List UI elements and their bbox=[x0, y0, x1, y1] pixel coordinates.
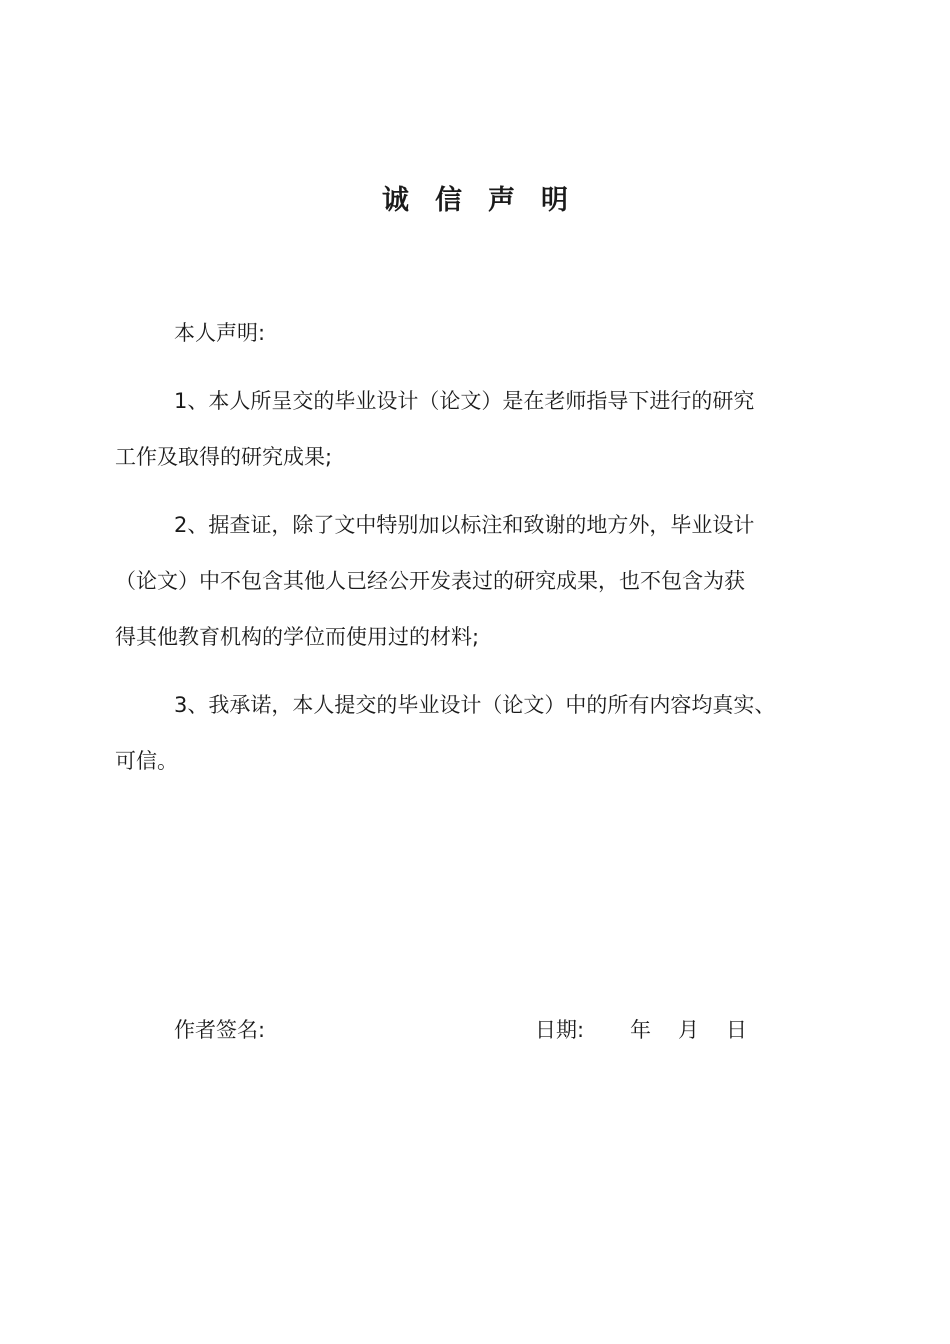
statement-2-line-2: （论文）中不包含其他人已经公开发表过的研究成果，也不包含为获 bbox=[115, 569, 745, 593]
date-year-label: 年 bbox=[630, 1018, 651, 1042]
statement-1-line-1: 1、本人所呈交的毕业设计（论文）是在老师指导下进行的研究 bbox=[174, 389, 755, 413]
statement-2-line-3: 得其他教育机构的学位而使用过的材料; bbox=[115, 625, 480, 649]
statement-3-line-2: 可信。 bbox=[115, 749, 178, 773]
statement-2-line-1: 2、据查证，除了文中特别加以标注和致谢的地方外，毕业设计 bbox=[174, 513, 755, 537]
date-month-label: 月 bbox=[678, 1018, 699, 1042]
date-label: 日期: bbox=[535, 1018, 585, 1042]
statement-1-line-2: 工作及取得的研究成果; bbox=[115, 445, 333, 469]
page-title: 诚信声明 bbox=[382, 185, 594, 216]
statement-3-line-1: 3、我承诺，本人提交的毕业设计（论文）中的所有内容均真实、 bbox=[174, 693, 776, 717]
date-day-label: 日 bbox=[726, 1018, 747, 1042]
author-signature-label: 作者签名: bbox=[174, 1018, 266, 1042]
intro-text: 本人声明: bbox=[174, 321, 266, 345]
